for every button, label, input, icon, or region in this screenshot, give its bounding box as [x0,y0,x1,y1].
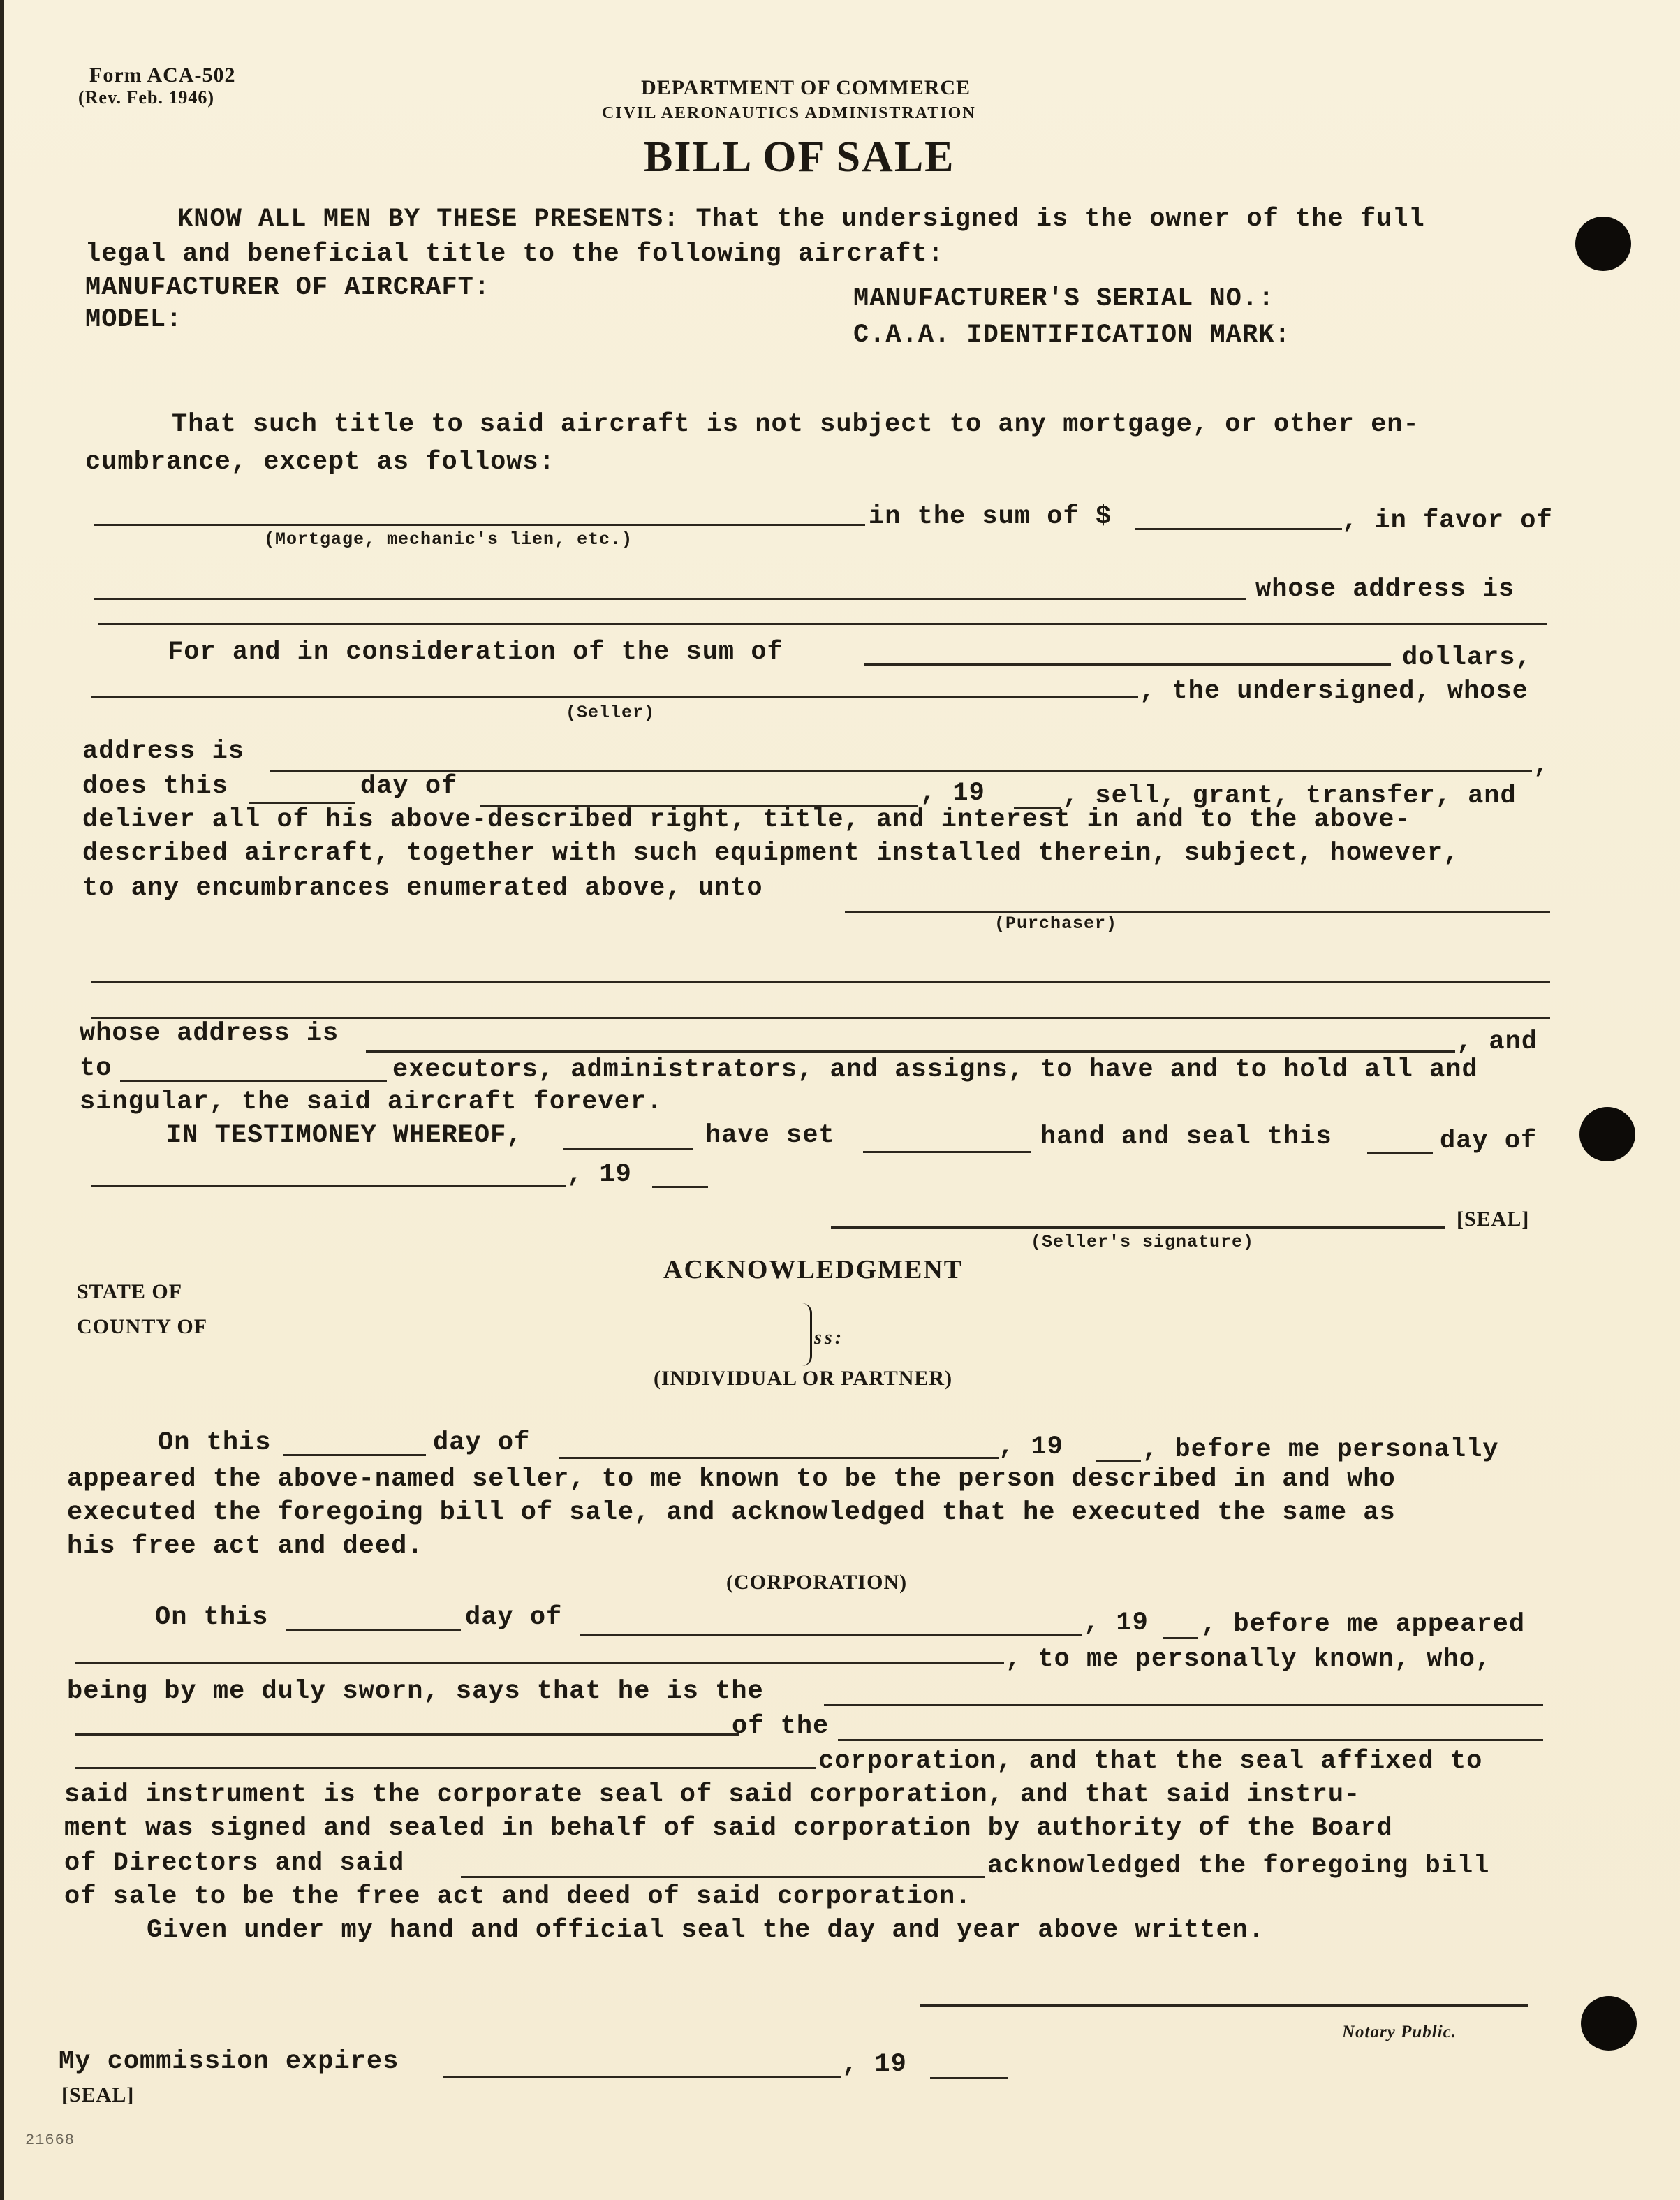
encumbrance-line-2: cumbrance, except as follows: [85,448,555,477]
ind-year-prefix: , 19 [999,1432,1063,1462]
commission-year-field[interactable] [930,2077,1008,2079]
corp-line-ment: ment was signed and sealed in behalf of said corporation by authority of the Board [64,1814,1393,1843]
ind-line-4: his free act and deed. [67,1532,424,1561]
seller-caption: (Seller) [566,703,656,723]
corp-name-field[interactable] [838,1739,1543,1741]
deliver-line: deliver all of his above-described right, title, and interest in and to the above- [82,805,1411,835]
seller-signature-field[interactable] [831,1226,1445,1229]
manufacturer-label: MANUFACTURER OF AIRCRAFT: [85,273,491,302]
individual-heading: (INDIVIDUAL OR PARTNER) [654,1367,953,1390]
have-set-label: have set [705,1121,835,1150]
notary-public-caption: Notary Public. [1342,2023,1457,2041]
corp-line-said: said instrument is the corporate seal of said corporation, and that said instru- [64,1780,1361,1810]
consideration-label: For and in consideration of the sum of [168,638,783,667]
department-name: DEPARTMENT OF COMMERCE [641,76,971,99]
corp-ack-officer-field[interactable] [461,1876,985,1878]
favor-address-field[interactable] [98,623,1547,625]
given-under-line: Given under my hand and official seal the day and year above written. [147,1916,1265,1945]
testimony-hand-field[interactable] [863,1151,1031,1153]
hand-seal-label: hand and seal this [1040,1122,1332,1152]
form-revision: (Rev. Feb. 1946) [78,87,215,108]
dollars-label: dollars, [1402,643,1532,673]
purchaser-caption: (Purchaser) [994,914,1118,934]
testimony-month-field[interactable] [91,1185,566,1187]
acknowledgment-heading: ACKNOWLEDGMENT [663,1255,964,1284]
corp-year-field[interactable] [1163,1637,1198,1639]
notary-signature-field[interactable] [920,2004,1528,2007]
corp-officer-name-field[interactable] [75,1662,1004,1664]
corp-officer-title-field-2[interactable] [75,1733,739,1736]
seller-field[interactable] [91,696,1138,698]
sum-label: in the sum of $ [869,502,1112,531]
serial-number-label: MANUFACTURER'S SERIAL NO.: [853,284,1275,314]
encumbrance-line-1: That such title to said aircraft is not subject to any mortgage, or other en- [172,410,1420,439]
seller-address-label: address is [82,737,245,766]
encumbrance-sum-field[interactable] [1135,528,1342,530]
commission-date-field[interactable] [443,2076,841,2078]
and-label: , and [1457,1027,1538,1057]
ind-day-of-label: day of [433,1428,531,1458]
ind-month-field[interactable] [559,1457,999,1459]
form-number: Form ACA-502 [89,64,236,87]
purchaser-field[interactable] [845,911,1550,913]
corp-on-this-label: On this [155,1603,269,1632]
corp-known-label: , to me personally known, who, [1005,1645,1492,1674]
undersigned-label: , the undersigned, whose [1140,677,1528,706]
corporation-heading: (CORPORATION) [726,1571,908,1594]
corp-month-field[interactable] [580,1634,1082,1636]
commission-year-prefix: , 19 [842,2050,907,2079]
sale-day-of-label: day of [360,772,458,801]
described-line: described aircraft, together with such equipment installed therein, subject, however, [82,839,1460,868]
corp-sworn-label: being by me duly sworn, says that he is the [67,1677,764,1706]
testimony-year-prefix: , 19 [567,1160,632,1189]
unto-line: to any encumbrances enumerated above, unto [82,874,763,903]
purchaser-address-field[interactable] [366,1050,1455,1053]
identification-mark-label: C.A.A. IDENTIFICATION MARK: [853,321,1291,350]
seller-address-field[interactable] [270,770,1532,772]
comma: , [1533,751,1550,780]
punch-hole-bottom [1581,1996,1637,2051]
county-of-label: COUNTY OF [77,1315,208,1338]
ind-year-field[interactable] [1096,1460,1141,1462]
ss-label: ss: [814,1327,845,1349]
page-edge [0,0,4,2200]
agency-name: CIVIL AERONAUTICS ADMINISTRATION [602,104,976,122]
to-label: to [80,1054,112,1083]
singular-line: singular, the said aircraft forever. [80,1087,663,1117]
corp-before-label: , before me appeared [1201,1610,1526,1639]
corp-day-of-label: day of [465,1603,563,1632]
whose-address-label: whose address is [1255,575,1515,604]
seller-seal-label: [SEAL] [1457,1208,1530,1231]
sale-year-prefix: , 19 [920,779,985,808]
testimony-year-field[interactable] [652,1186,708,1188]
print-code: 21668 [25,2132,75,2149]
testimony-label: IN TESTIMONEY WHEREOF, [166,1121,523,1150]
corp-corporation-label: corporation, and that the seal affixed to [818,1747,1483,1776]
ind-before-label: , before me personally [1142,1435,1499,1465]
punch-hole-top [1575,217,1631,271]
encumbrance-type-field[interactable] [94,524,865,526]
document-title: BILL OF SALE [644,133,955,181]
ownership-line-1: KNOW ALL MEN BY THESE PRESENTS: That the undersigned is the owner of the full [177,205,1425,234]
venue-brace [796,1303,812,1366]
executors-line: executors, administrators, and assigns, to have and to hold all and [392,1055,1478,1085]
sale-day-field[interactable] [249,802,355,804]
corp-officer-title-field[interactable] [824,1704,1543,1706]
favor-name-field[interactable] [94,598,1246,600]
corp-directors-label: of Directors and said [64,1849,405,1878]
testimony-party-field[interactable] [563,1148,693,1150]
corp-name-field-2[interactable] [75,1767,816,1769]
notary-seal-label: [SEAL] [61,2083,135,2106]
heirs-field[interactable] [120,1080,387,1082]
purchaser-field-line-2[interactable] [91,981,1550,983]
testimony-day-field[interactable] [1367,1152,1433,1154]
ind-on-this-label: On this [158,1428,272,1458]
sell-grant-label: , sell, grant, transfer, and [1063,782,1517,811]
ind-day-field[interactable] [283,1454,426,1456]
ind-line-3: executed the foregoing bill of sale, and acknowledged that he executed the same as [67,1498,1396,1527]
does-this-label: does this [82,772,228,801]
ownership-line-2: legal and beneficial title to the following aircraft: [85,240,944,269]
amount-field[interactable] [864,663,1391,666]
corp-year-prefix: , 19 [1084,1608,1149,1638]
in-favor-of-label: , in favor of [1342,506,1553,536]
state-of-label: STATE OF [77,1280,183,1303]
corp-of-the-label: of the [732,1712,830,1741]
seller-signature-caption: (Seller's signature) [1031,1232,1255,1252]
encumbrance-type-caption: (Mortgage, mechanic's lien, etc.) [264,529,633,550]
testimony-day-of-label: day of [1440,1127,1538,1156]
corp-ack-label: acknowledged the foregoing bill [987,1851,1490,1881]
ind-line-2: appeared the above-named seller, to me known to be the person described in and who [67,1465,1396,1494]
commission-expires-label: My commission expires [59,2047,399,2076]
punch-hole-middle [1579,1107,1635,1161]
model-label: MODEL: [85,305,183,335]
corp-line-sale: of sale to be the free act and deed of said corporation. [64,1882,972,1912]
corp-day-field[interactable] [286,1629,461,1631]
purchaser-address-label: whose address is [80,1019,339,1048]
